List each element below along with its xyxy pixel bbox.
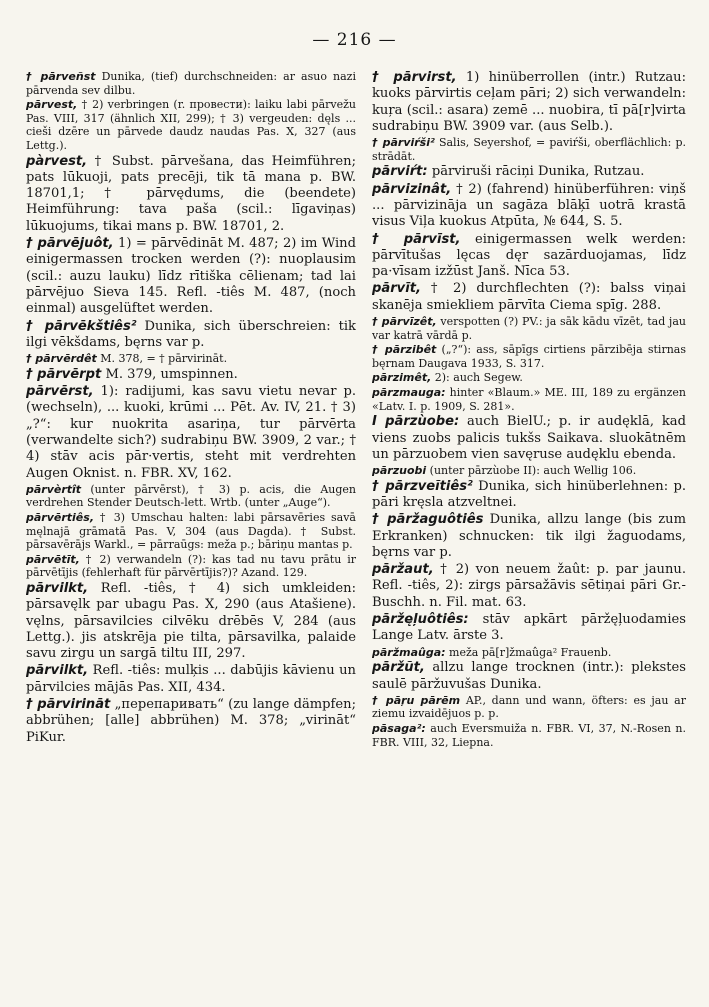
dictionary-entry [372,232,686,281]
left-column [26,70,356,990]
entry-headword: pārvest, [26,98,78,112]
dictionary-entry [372,164,686,180]
dictionary-entry [26,483,356,510]
entry-headword: pārzimêt, [372,371,432,385]
dictionary-entry [372,281,686,314]
dictionary-entry [372,315,686,342]
entry-text: auch Eversmuiža n. FBR. VI, 37, N.-Rosen n. FBR. VIII, 32, Liepna. [372,722,686,749]
dictionary-entry [26,581,356,662]
entry-headword: † pārvērdêt [26,352,97,366]
entry-text: pārviruši rāciņi Dunika, Rutzau. [427,164,645,180]
entry-text: Dunika, allzu lange (bis zum Erkranken) schnucken: tik ilgi žaguodams, bęrns var p. [372,512,686,560]
dictionary-entry [372,612,686,645]
dictionary-entry [372,479,686,512]
entry-text: Dunika, (tief) durchschneiden: ar asuo nazi pārvenda sev dilbu. [26,70,356,97]
entry-text: auch BielU.; p. ir audęklā, kad viens zuobs palicis tukšs Saikava. sluokātnēm un pārzuobem vien savęruse audęklu ebenda. [372,414,686,462]
dictionary-entry [26,663,356,696]
entry-headword: pārvērtiês, [26,510,94,524]
entry-headword: pāsaga²: [372,722,426,736]
entry-text: † 2) (fahrend) hinüberführen: viņš ... pārvizināja un sagāza blāķī uotrā krastā visus Viļa kuokus Atpūta, № 644, S. 5. [372,181,686,230]
entry-headword: † pārvējuôt, [26,236,114,252]
dictionary-entry [372,722,686,749]
entry-text: hinter «Blaum.» ME. III, 189 zu ergänzen «Latv. I. p. 1909, S. 281». [372,386,686,413]
dictionary-entry [26,70,356,97]
dictionary-entry [26,98,356,152]
entry-text: † 2) verbringen (r. провести): laiku labi pārvežu Pas. VIII, 317 (ähnlich XII, 299); † 3) vergeuden: dęls ... cieši dzēre un pārvede daudz naudas Pas. X, 327 (aus Lettg.). [26,98,356,152]
entry-text: meža pā[r]žmaûga² Frauenb. [445,645,612,659]
entry-headword: † pārviŕši² [372,136,435,150]
entry-headword: pārvilkt, [26,580,89,596]
entry-text: stāv apkārt pāržęļuodamies Lange Latv. ārste 3. [372,612,686,644]
entry-text: verspotten (?) PV.: ja sāk kādu vīzēt, tad jau var katrā vārdā p. [372,315,686,342]
entry-headword: pārzuobi [372,464,427,478]
entry-headword: pāržaut, [372,562,434,578]
dictionary-entry [372,343,686,370]
entry-headword: pāržmaûga: [372,645,446,659]
entry-headword: pārzmauga: [372,386,446,400]
entry-text: † Subst. pārvešana, das Heimführen; pats lūkuoji, pats precēji, tik tā mana p. BW. 18701,1; † pārvędums, die (beendete) Heimführung: tava paša (scil.: līgaviņas) lūkuojums, tikai mans p. BW. 18701, 2. [26,153,356,234]
entry-text: Refl. -tiês, † 4) sich umkleiden: pārsavęlk par ubagu Pas. X, 290 (aus Atašiene). vęlns, pārsavilcies cilvēku drēbēs V, 284 (aus Lettg.). jis atskrēja pie tilta, pārsavilka, palaide savu zirgu un sargā tiltu III, 297. [26,580,356,662]
entry-text: M. 378, = † pārvirināt. [96,352,228,366]
entry-headword: † pārzveĩtiês² [372,478,473,494]
dictionary-entry [372,182,686,231]
dictionary-entry [372,646,686,660]
entry-headword: † pāŗu pārēm [372,693,461,707]
dictionary-entry [26,352,356,366]
entry-headword: † pārvērpt [26,366,102,382]
entry-headword: † pārvīzêt, [372,315,437,329]
dictionary-entry [26,697,356,746]
dictionary-entry [372,694,686,721]
entry-headword: † pārveñst [26,70,96,83]
entry-headword: I pārzùobe: [372,414,460,430]
entry-headword: † pāržaguôtiês [372,512,484,528]
entry-headword: pārvilkt, [26,663,89,679]
entry-text: † 2) von neuem žaût: p. par jaunu. Refl. -tiês, 2): zirgs pārsažāvis sētiņai pāri Gr.-Buschh. n. Fil. mat. 63. [372,562,686,610]
entry-headword: pārvèrtît [26,482,82,496]
entry-text: Dunika, sich überschreien: tik ilgi vēkšdams, bęrns var p. [26,318,356,350]
entry-text: M. 379, umspinnen. [101,366,238,382]
entry-headword: pàrvest, [26,153,88,169]
dictionary-entry [372,371,686,385]
dictionary-entry [372,70,686,135]
entry-headword: pārvētīt, [26,552,80,566]
entry-headword: pārviŕt: [372,164,428,180]
entry-text: 2): auch Segew. [431,371,523,385]
entry-headword: pārvizinât, [372,181,452,197]
dictionary-entry [26,367,356,383]
entry-text: einigermassen welk werden: pārvītušas lęcas dęr sazārduojamas, līdz pa·vīsam izžūst Janš. Nīca 53. [372,231,686,280]
dictionary-entry [372,512,686,561]
entry-headword: † pārzibêt [372,343,437,357]
entry-text: 1) = pārvēdināt M. 487; 2) im Wind einigermassen trocken werden (?): nuoplausim (scil.: auzu lauku) līdz rītiška cēlienam; tad lai pārvējuo Sieva 145. Refl. -tiês M. 487, (noch einmal) ausgelüftet werden. [26,236,356,317]
entry-text: (unter pārvērst), † 3) p. acis, die Augen verdrehen Stender Deutsch-lett. Wrtb. (unter „Auge“). [26,482,356,510]
dictionary-entry [26,319,356,352]
entry-headword: † pārvirst, [372,70,457,85]
entry-headword: pārvērst, [26,384,94,400]
right-column [372,70,686,990]
entry-headword: pāržũt, [372,660,425,676]
dictionary-entry [26,384,356,482]
dictionary-entry [372,386,686,413]
dictionary-entry [372,136,686,163]
entry-text: † 3) Umschau halten: labi pārsavēries savā męlnajā grāmatā Pas. V, 304 (aus Dagda). † Subst. pārsavērājs Warkl., = pārraūgs: meža p.; bāriņu mantas p. [26,510,356,552]
entry-headword: pārvīt, [372,281,421,297]
dictionary-entry [372,562,686,611]
entry-headword: † pārvīst, [372,231,461,247]
entry-text: (unter pārzùobe II): auch Wellig 106. [426,464,637,478]
entry-text: „перепаривать“ (zu lange dämpfen; abbrühen; [alle] abbrühen) M. 378; „virināt“ PiKur. [26,697,356,745]
entry-text: 1) hinüberrollen (intr.) Rutzau: kuoks pārvirtis ceļam pāri; 2) sich verwandeln: kuŗa (scil.: asara) zemē ... nuobira, tī pā[r]virta sudrabiņu BW. 3909 var. (aus Selb.). [372,70,686,134]
entry-text: („?“): ass, sāpīgs cirtiens pārzibēja stirnas bęrnam Daugava 1933, S. 317. [372,343,686,370]
dictionary-entry [26,511,356,552]
entry-text: AP., dann und wann, öfters: es jau ar ziemu izvaidējuos p. p. [372,693,686,721]
entry-text: Salis, Seyershof, = paviŕši, oberflächlich: p. strādāt. [372,136,686,163]
dictionary-entry [26,154,356,235]
page-number: — 216 — [312,30,397,50]
entry-text: Dunika, sich hinüberlehnen: p. pāri kręsla atzveltnei. [372,478,686,510]
dictionary-entry [372,414,686,463]
entry-text: † 2) durchflechten (?): balss viņai skanēja smiekliem pārvīta Ciema spīg. 288. [372,281,686,313]
entry-text: allzu lange trocknen (intr.): plekstes saulē pāržuvušas Dunika. [372,660,686,692]
dictionary-entry [372,660,686,693]
dictionary-entry [26,553,356,580]
entry-text: 1): radijumi, kas savu vietu nevar p. (wechseln), ... kuoki, krūmi ... Pēt. Av. IV, 21. † 3) „?“: kur nuokrita asariņa, tur pārvērta (verwandelte sich?) sudrabiņu BW. 3909, 2 var.; † 4) stāv acis pār·vertis, steht mit verdrehten Augen Oknist. n. FBR. XV, 162. [26,384,356,481]
entry-headword: † pārvirināt [26,697,111,713]
entry-text: Refl. -tiês: mulķis ... dabūjis kāvienu un pārvilcies mājās Pas. XII, 434. [26,663,356,695]
dictionary-entry [372,464,686,478]
entry-headword: pāržęļuôtiês: [372,612,469,628]
dictionary-entry [26,236,356,317]
entry-headword: † pārvēkštiês² [26,318,137,334]
entry-text: † 2) verwandeln (?): kas tad nu tavu prātu ir pārvētījis (fehlerhaft für pārvērtījis?)? Azand. 129. [26,552,356,580]
